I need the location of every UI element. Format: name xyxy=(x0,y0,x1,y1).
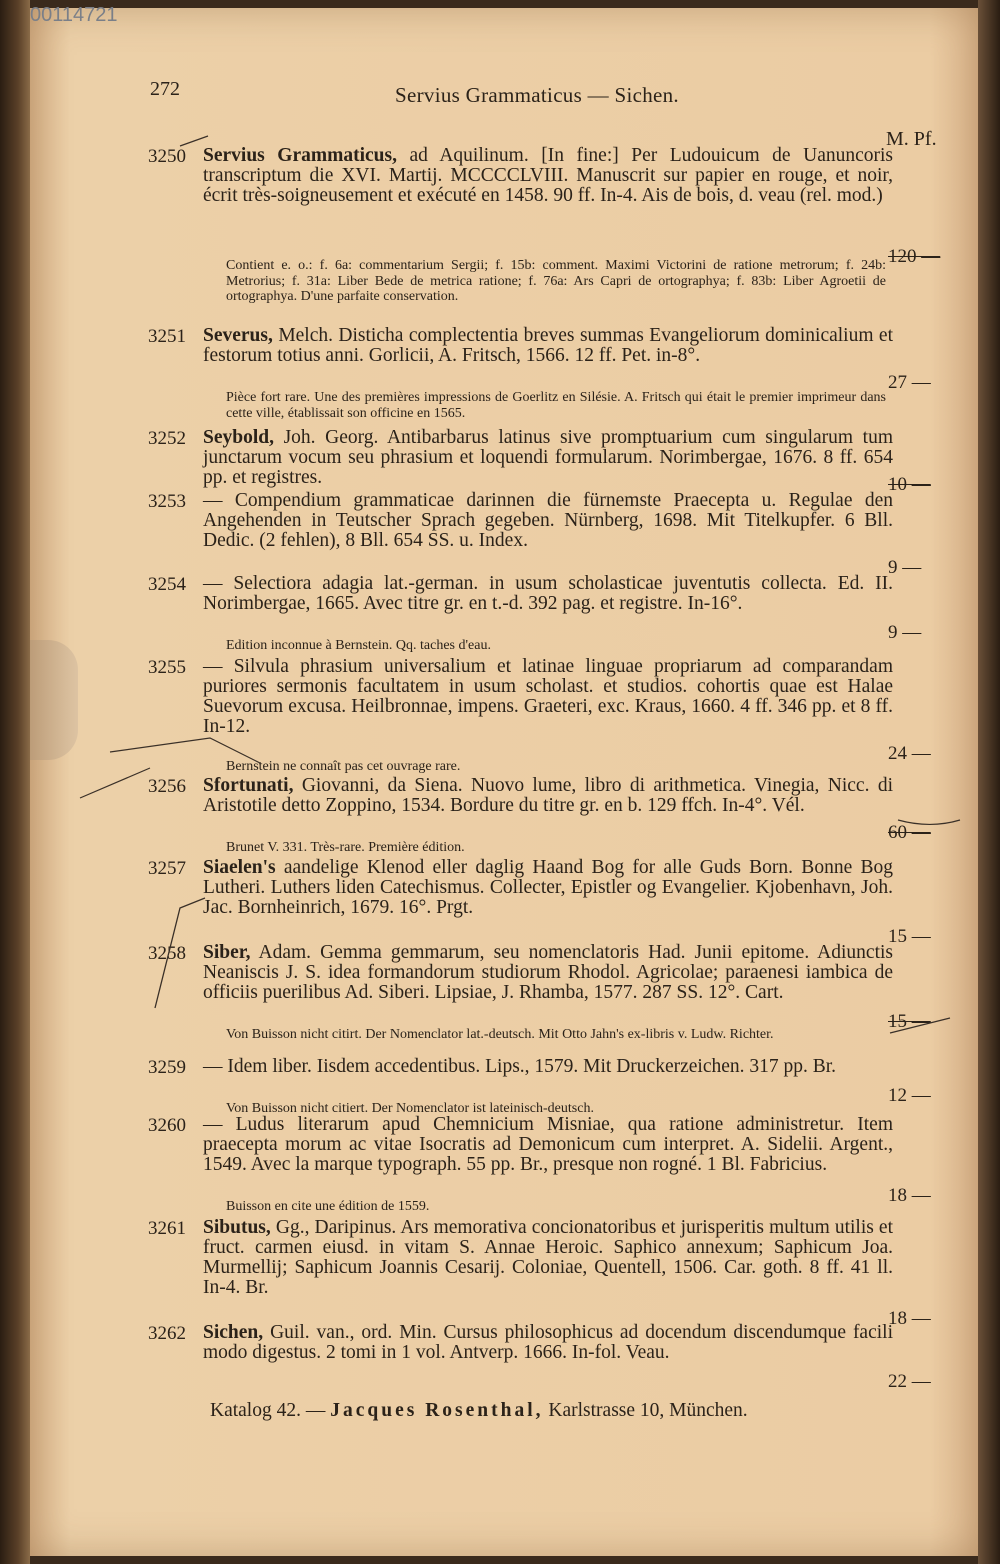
entry-body: Melch. Disticha complectentia breves summas Evangeliorum dominicalium et festorum totius anni. Gorlicii, A. Fritsch, 1566. 12 ff. Pet. in-8°. xyxy=(203,325,893,366)
entry-number: 3258 xyxy=(148,943,186,964)
entry-note: Von Buisson nicht citirt. Der Nomenclator lat.-deutsch. Mit Otto Jahn's ex-libris v. Ludw. Richter. xyxy=(226,1027,774,1042)
entry-price: 18 — xyxy=(888,1308,931,1329)
entry-heading: Servius Grammaticus, xyxy=(203,145,397,166)
entry-body: Gg., Daripinus. Ars memorativa concionatoribus et jurisperitis multum utilis et fruct. carmen eiusd. in vitam S. Annae Heroic. Saphico annexum; Saphicum Joa. Murmellij; Saphicum Joannis Cesarij. Coloniae, Quentell, 1506. Car. goth. 8 ff. 41 ll. In-4. Br. xyxy=(203,1217,893,1298)
entry-number: 3250 xyxy=(148,146,186,167)
entry-heading: Siaelen's xyxy=(203,857,276,878)
entry-price: 22 — xyxy=(888,1371,931,1392)
entry-price: 24 — xyxy=(888,743,931,764)
entry-price: 15 — xyxy=(888,1011,931,1032)
entry-heading: Severus, xyxy=(203,325,273,346)
entry-heading: Sfortunati, xyxy=(203,775,294,796)
entry-number: 3255 xyxy=(148,657,186,678)
entry-price: 120 — xyxy=(888,246,941,267)
entry-body: Guil. van., ord. Min. Cursus philosophicus ad docendum discendumque facili modo digestus. 2 tomi in 1 vol. Antverp. 1666. In-fol. Veau. xyxy=(203,1322,893,1363)
entry-price: 60 — xyxy=(888,822,931,843)
currency-heading: M. Pf. xyxy=(886,128,937,150)
entry-note: Bernstein ne connaît pas cet ouvrage rare. xyxy=(226,759,461,774)
entry-text: — Silvula phrasium universalium et latinae linguae propriarum ad comparandam puriores sermonis facultatem in usum scholast. et studios. cohortis quae est Halae Suevorum excusa. Heilbronnae, impens. Graeteri, exc. Kraus, 1660. 4 ff. 346 pp. et 8 ff. In-12. xyxy=(203,656,893,737)
footer-prefix: Katalog 42. — xyxy=(210,1400,326,1421)
footer-publisher: Jacques Rosenthal, xyxy=(330,1400,544,1421)
entry-number: 3259 xyxy=(148,1057,186,1078)
entry-price: 12 — xyxy=(888,1085,931,1106)
entry-note: Edition inconnue à Bernstein. Qq. taches d'eau. xyxy=(226,638,491,653)
page-edge xyxy=(978,0,1000,1564)
footer-address: Karlstrasse 10, München. xyxy=(548,1400,748,1421)
entry-body: ad Aquilinum. [In fine:] Per Ludouicum de Uanuncoris transcriptum die XVI. Martij. MCCCCLVIII. Manuscrit sur papier en rouge, et noir, écrit très-soigneusement et exécuté en 1458. 90 ff. In-4. Ais de bois, d. veau (rel. mod.) xyxy=(203,145,893,206)
entry-number: 3257 xyxy=(148,858,186,879)
entry-price: 10 — xyxy=(888,474,931,495)
pencil-marks xyxy=(30,8,978,1556)
entry-heading: Seybold, xyxy=(203,427,274,448)
pencil-stroke xyxy=(898,820,960,825)
entry-number: 3256 xyxy=(148,776,186,797)
entry-text: — Idem liber. Iisdem accedentibus. Lips., 1579. Mit Druckerzeichen. 317 pp. Br. xyxy=(203,1056,837,1077)
entry-number: 3253 xyxy=(148,491,186,512)
entry-text: — Selectiora adagia lat.-german. in usum scholasticae juventutis collecta. Ed. II. Norimbergae, 1665. Avec titre gr. en t.-d. 392 pag. et registre. In-16°. xyxy=(203,573,893,614)
archive-id: 00114721 xyxy=(30,4,118,26)
entry-note: Buisson en cite une édition de 1559. xyxy=(226,1199,430,1214)
entry-number: 3254 xyxy=(148,574,186,595)
entry-body: aandelige Klenod eller daglig Haand Bog for alle Guds Born. Bonne Bog Lutheri. Luthers liden Catechismus. Collecter, Epistler og Evangelier. Kjobenhavn, Joh. Jac. Bornheinrich, 1679. 16°. Prgt. xyxy=(203,857,893,918)
entry-note: Contient e. o.: f. 6a: commentarium Sergii; f. 15b: comment. Maximi Victorini de ratione metrorum; f. 24b: Metrorius; f. 31a: Liber Bede de metrica ratione; f. 76a: Ars Capri de ortographya; f. 83b: Liber Agroetii de ortographya. D'une parfaite conservation. xyxy=(226,258,886,304)
entry-text: — Ludus literarum apud Chemnicium Misniae, qua ratione administretur. Item praecepta morum ac vitae Isocratis ad Demonicum cum interpret. A. Sidelii. Argent., 1549. Avec la marque typograph. 55 pp. Br., presque non rogné. 1 Bl. Fabricius. xyxy=(203,1114,893,1175)
pencil-stroke xyxy=(890,1018,950,1033)
entry-number: 3252 xyxy=(148,428,186,449)
pencil-stroke xyxy=(110,738,260,763)
entry-note: Brunet V. 331. Très-rare. Première édition. xyxy=(226,840,465,855)
entry-price: 27 — xyxy=(888,372,931,393)
pencil-stroke xyxy=(80,768,150,798)
entry-text: — Compendium grammaticae darinnen die fürnemste Praecepta u. Regulae den Angehenden in Teutscher Sprach gegeben. Nürnberg, 1698. Mit Titelkupfer. 6 Bll. Dedic. (2 fehlen), 8 Bll. 654 SS. u. Index. xyxy=(203,490,893,551)
entry-heading: Siber, xyxy=(203,942,251,963)
entry-note: Pièce fort rare. Une des premières impressions de Goerlitz en Silésie. A. Fritsch qui était le premier imprimeur dans cette ville, établissait son officine en 1565. xyxy=(226,390,886,421)
catalog-page xyxy=(30,4,978,1556)
book-spine xyxy=(0,0,30,1564)
entry-price: 18 — xyxy=(888,1185,931,1206)
pencil-stroke xyxy=(180,136,208,146)
entry-number: 3260 xyxy=(148,1115,186,1136)
entry-body: Giovanni, da Siena. Nuovo lume, libro di arithmetica. Vinegia, Nicc. di Aristotile detto Zoppino, 1534. Bordure du titre gr. en b. 129 ffch. In-4°. Vél. xyxy=(203,775,893,816)
pencil-stroke xyxy=(155,898,205,1008)
running-title: Servius Grammaticus — Sichen. xyxy=(395,83,679,107)
entry-price: 15 — xyxy=(888,926,931,947)
entry-heading: Sichen, xyxy=(203,1322,264,1343)
page-clip xyxy=(30,640,78,760)
entry-body: Adam. Gemma gemmarum, seu nomenclatoris Had. Junii epitome. Adiunctis Neaniscis J. S. idea formandorum studiorum Rhodol. Agricolae; paraenesi iambica de officiis puerilibus Ad. Siberi. Lipsiae, J. Rhamba, 1577. 287 SS. 12°. Cart. xyxy=(203,942,893,1003)
entry-number: 3262 xyxy=(148,1323,186,1344)
entry-price: 9 — xyxy=(888,622,922,643)
entry-body: Joh. Georg. Antibarbarus latinus sive promptuarium cum singularum tum junctarum vocum seu phrasium et loquendi formularum. Norimbergae, 1676. 8 ff. 654 pp. et registres. xyxy=(203,427,893,488)
page-number: 272 xyxy=(150,78,180,100)
entry-price: 9 — xyxy=(888,557,922,578)
entry-heading: Sibutus, xyxy=(203,1217,271,1238)
entry-note: Von Buisson nicht citiert. Der Nomenclator ist lateinisch-deutsch. xyxy=(226,1101,594,1116)
entry-number: 3251 xyxy=(148,326,186,347)
entry-number: 3261 xyxy=(148,1218,186,1239)
